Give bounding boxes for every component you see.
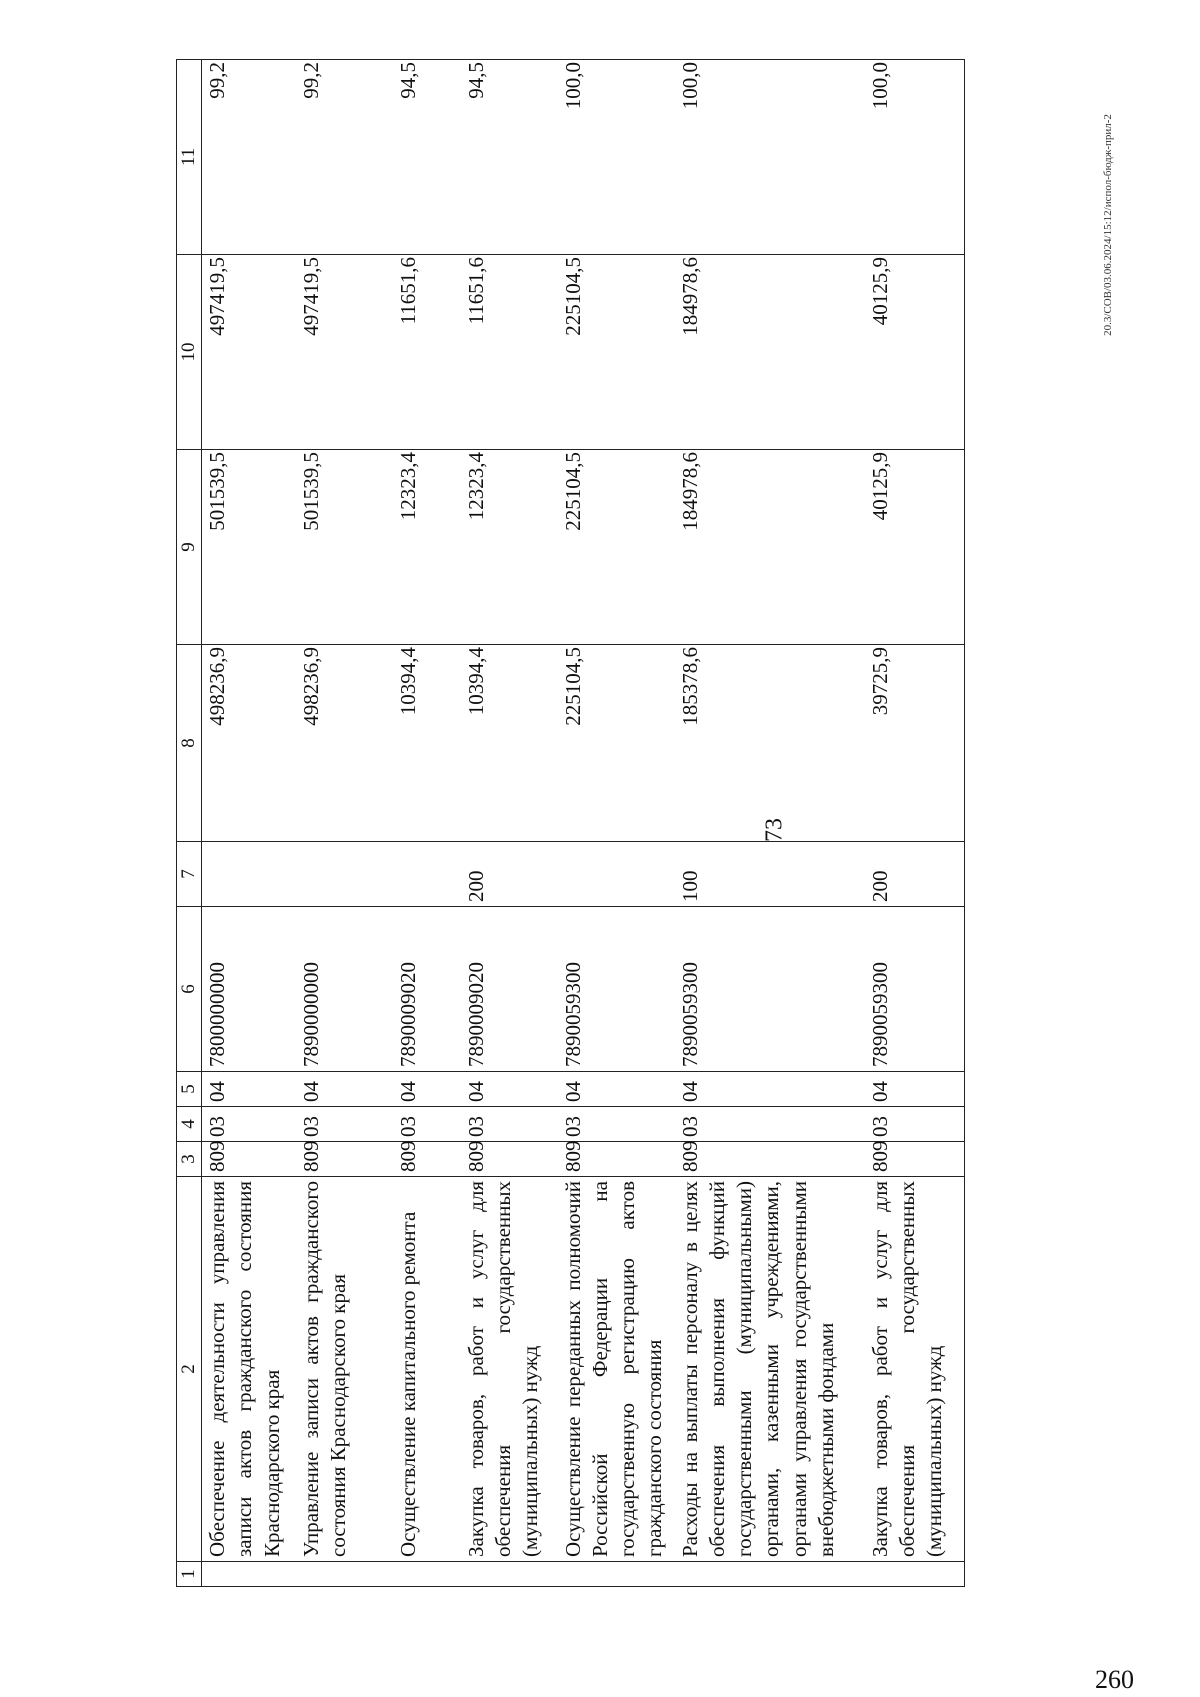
cell-description: Закупка товаров, работ и услуг для обеспечения государственных (муниципальных) нужд bbox=[865, 1177, 965, 1562]
cell-c4: 03 bbox=[393, 1107, 461, 1142]
cell-c5: 04 bbox=[461, 1072, 558, 1107]
cell-c6: 7890009020 bbox=[461, 907, 558, 1072]
col-header-5: 5 bbox=[177, 1072, 202, 1107]
cell-c3: 809 bbox=[461, 1142, 558, 1177]
cell-description: Обеспечение деятельности управления записи актов гражданского состояния Краснодарского края bbox=[202, 1177, 296, 1562]
cell-c11: 99,2 bbox=[202, 60, 296, 255]
cell-c3: 809 bbox=[393, 1142, 461, 1177]
cell-c11: 94,5 bbox=[393, 60, 461, 255]
cell-c5: 04 bbox=[296, 1072, 393, 1107]
cell-c9: 225104,5 bbox=[558, 450, 675, 645]
cell-c11: 100,0 bbox=[865, 60, 965, 255]
col-header-3: 3 bbox=[177, 1142, 202, 1177]
cell-c5: 04 bbox=[393, 1072, 461, 1107]
cell-c7 bbox=[296, 842, 393, 907]
sheet-number: 260 bbox=[1095, 1665, 1134, 1694]
cell-c1 bbox=[461, 1562, 558, 1587]
cell-c4: 03 bbox=[296, 1107, 393, 1142]
cell-c8: 39725,9 bbox=[865, 645, 965, 842]
cell-c3: 809 bbox=[558, 1142, 675, 1177]
cell-c4: 03 bbox=[202, 1107, 296, 1142]
cell-c8: 10394,4 bbox=[461, 645, 558, 842]
cell-c1 bbox=[865, 1562, 965, 1587]
cell-c8: 10394,4 bbox=[393, 645, 461, 842]
cell-c10: 497419,5 bbox=[202, 255, 296, 450]
cell-c11: 100,0 bbox=[558, 60, 675, 255]
cell-c7 bbox=[558, 842, 675, 907]
col-header-1: 1 bbox=[177, 1562, 202, 1587]
col-header-8: 8 bbox=[177, 645, 202, 842]
cell-c7 bbox=[202, 842, 296, 907]
table-row bbox=[393, 60, 461, 1587]
cell-c1 bbox=[675, 1562, 865, 1587]
cell-c11: 94,5 bbox=[461, 60, 558, 255]
cell-c10: 184978,6 bbox=[675, 255, 865, 450]
cell-c7: 200 bbox=[461, 842, 558, 907]
budget-table bbox=[176, 59, 965, 1587]
cell-c6: 7890059300 bbox=[558, 907, 675, 1072]
cell-c3: 809 bbox=[202, 1142, 296, 1177]
cell-c5: 04 bbox=[202, 1072, 296, 1107]
cell-c7 bbox=[393, 842, 461, 907]
cell-c9: 12323,4 bbox=[461, 450, 558, 645]
cell-c3: 809 bbox=[675, 1142, 865, 1177]
table-row bbox=[461, 60, 558, 1587]
cell-c1 bbox=[558, 1562, 675, 1587]
cell-c9: 184978,6 bbox=[675, 450, 865, 645]
cell-c5: 04 bbox=[558, 1072, 675, 1107]
cell-c8: 185378,6 bbox=[675, 645, 865, 842]
col-header-10: 10 bbox=[177, 255, 202, 450]
table-row bbox=[558, 60, 675, 1587]
cell-description: Осуществление переданных полномочий Российской Федерации на государственную регистрацию актов гражданского состояния bbox=[558, 1177, 675, 1562]
col-header-7: 7 bbox=[177, 842, 202, 907]
document-footer: 20.3/СОВ/03.06.2024/15:12/испол-бюдж-прил-2 bbox=[1102, 114, 1114, 336]
cell-description: Закупка товаров, работ и услуг для обеспечения государственных (муниципальных) нужд bbox=[461, 1177, 558, 1562]
cell-c4: 03 bbox=[558, 1107, 675, 1142]
cell-c1 bbox=[393, 1562, 461, 1587]
cell-c8: 225104,5 bbox=[558, 645, 675, 842]
cell-c4: 03 bbox=[675, 1107, 865, 1142]
column-number-row bbox=[177, 60, 202, 1587]
table-row bbox=[202, 60, 296, 1587]
cell-c9: 40125,9 bbox=[865, 450, 965, 645]
cell-c7: 100 bbox=[675, 842, 865, 907]
cell-c9: 501539,5 bbox=[296, 450, 393, 645]
cell-description: Осуществление капитального ремонта bbox=[393, 1177, 461, 1562]
cell-c11: 100,0 bbox=[675, 60, 865, 255]
cell-c6: 7890000000 bbox=[296, 907, 393, 1072]
col-header-2: 2 bbox=[177, 1177, 202, 1562]
cell-c6: 7890059300 bbox=[865, 907, 965, 1072]
col-header-6: 6 bbox=[177, 907, 202, 1072]
cell-c8: 498236,9 bbox=[296, 645, 393, 842]
cell-c5: 04 bbox=[675, 1072, 865, 1107]
cell-c4: 03 bbox=[461, 1107, 558, 1142]
cell-description: Расходы на выплаты персоналу в целях обеспечения выполнения функций государственными (муниципальными) органами, казенными учреждениями, органами управления государственными внебюджетными фондами bbox=[675, 1177, 865, 1562]
cell-c10: 225104,5 bbox=[558, 255, 675, 450]
cell-c9: 501539,5 bbox=[202, 450, 296, 645]
cell-c1 bbox=[296, 1562, 393, 1587]
cell-c6: 7890059300 bbox=[675, 907, 865, 1072]
cell-c11: 99,2 bbox=[296, 60, 393, 255]
table-row bbox=[865, 60, 965, 1587]
cell-c10: 40125,9 bbox=[865, 255, 965, 450]
rotated-table-wrapper bbox=[176, 60, 947, 1587]
cell-description: Управление записи актов гражданского состояния Краснодарского края bbox=[296, 1177, 393, 1562]
cell-c10: 497419,5 bbox=[296, 255, 393, 450]
cell-c7: 200 bbox=[865, 842, 965, 907]
cell-c6: 7890009020 bbox=[393, 907, 461, 1072]
col-header-11: 11 bbox=[177, 60, 202, 255]
cell-c10: 11651,6 bbox=[461, 255, 558, 450]
cell-c5: 04 bbox=[865, 1072, 965, 1107]
table-row bbox=[675, 60, 865, 1587]
cell-c3: 809 bbox=[296, 1142, 393, 1177]
cell-c6: 7800000000 bbox=[202, 907, 296, 1072]
cell-c3: 809 bbox=[865, 1142, 965, 1177]
cell-c1 bbox=[202, 1562, 296, 1587]
table-row bbox=[296, 60, 393, 1587]
cell-c4: 03 bbox=[865, 1107, 965, 1142]
cell-c9: 12323,4 bbox=[393, 450, 461, 645]
cell-c10: 11651,6 bbox=[393, 255, 461, 450]
page-number: 73 bbox=[761, 818, 788, 842]
col-header-9: 9 bbox=[177, 450, 202, 645]
cell-c8: 498236,9 bbox=[202, 645, 296, 842]
col-header-4: 4 bbox=[177, 1107, 202, 1142]
